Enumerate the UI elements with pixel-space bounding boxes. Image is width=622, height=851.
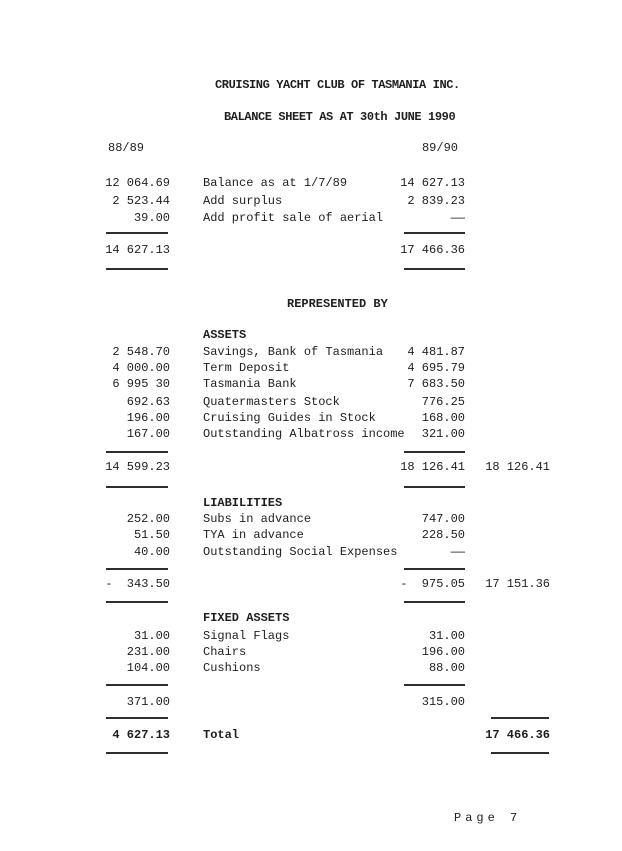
underline-rule <box>106 568 168 570</box>
table-row <box>0 394 622 411</box>
line-description: Add surplus <box>203 194 283 208</box>
grand-total-row <box>0 727 622 744</box>
line-description: Cruising Guides in Stock <box>203 411 376 425</box>
amount-1988-89: 692.63 <box>126 395 170 409</box>
amount-1988-89: 2 548.70 <box>112 345 170 359</box>
table-row <box>0 628 622 645</box>
amount-1989-90: —— <box>450 211 465 225</box>
subtotal-row <box>0 242 622 259</box>
year-header-curr: 89/90 <box>421 141 458 155</box>
underline-rule <box>404 684 465 686</box>
table-row <box>0 511 622 528</box>
line-description: TYA in advance <box>203 528 304 542</box>
amount-1988-89: 2 523.44 <box>112 194 170 208</box>
subtotal-1989-90: 315.00 <box>421 695 465 709</box>
amount-1988-89: 51.50 <box>133 528 170 542</box>
subtotal-carried: 18 126.41 <box>485 460 550 474</box>
amount-1989-90: 4 481.87 <box>407 345 465 359</box>
table-row <box>0 544 622 561</box>
amount-1988-89: 31.00 <box>133 629 170 643</box>
subtotal-row <box>0 576 622 593</box>
represented-by-heading: REPRESENTED BY <box>287 297 388 311</box>
amount-1988-89: 231.00 <box>126 645 170 659</box>
underline-rule <box>404 451 465 453</box>
amount-1989-90: 31.00 <box>428 629 465 643</box>
amount-1989-90: 168.00 <box>421 411 465 425</box>
year-header-row <box>0 140 622 157</box>
line-description: Balance as at 1/7/89 <box>203 176 348 190</box>
subtotal-row <box>0 694 622 711</box>
document-title: CRUISING YACHT CLUB OF TASMANIA INC. <box>215 78 460 92</box>
line-description: Cushions <box>203 661 261 675</box>
table-row <box>0 527 622 544</box>
year-header-prev: 88/89 <box>108 141 145 155</box>
table-row <box>0 210 622 227</box>
amount-1988-89: 252.00 <box>126 512 170 526</box>
subtotal-row <box>0 459 622 476</box>
line-description: Quatermasters Stock <box>203 395 340 409</box>
document-subtitle: BALANCE SHEET AS AT 30th JUNE 1990 <box>224 110 456 124</box>
subtotal-carried: 17 151.36 <box>485 577 550 591</box>
line-description: Term Deposit <box>203 361 290 375</box>
line-description: Subs in advance <box>203 512 312 526</box>
line-description: Add profit sale of aerial <box>203 211 384 225</box>
line-description: Chairs <box>203 645 247 659</box>
underline-rule <box>404 486 465 488</box>
subtotal-1989-90: 18 126.41 <box>400 460 465 474</box>
underline-rule <box>491 752 549 754</box>
amount-1989-90: 321.00 <box>421 427 465 441</box>
underline-rule <box>106 752 168 754</box>
table-row <box>0 376 622 393</box>
fixed-assets-heading: FIXED ASSETS <box>203 611 290 625</box>
amount-1989-90: 88.00 <box>428 661 465 675</box>
amount-1989-90: 776.25 <box>421 395 465 409</box>
amount-1988-89: 39.00 <box>133 211 170 225</box>
table-row <box>0 660 622 677</box>
table-row <box>0 193 622 210</box>
line-description: Outstanding Social Expenses <box>203 545 398 559</box>
subtotal-1988-89: - 343.50 <box>105 577 170 591</box>
line-description: Savings, Bank of Tasmania <box>203 345 384 359</box>
amount-1988-89: 12 064.69 <box>105 176 170 190</box>
underline-rule <box>404 601 465 603</box>
underline-rule <box>404 232 465 234</box>
underline-rule <box>106 717 168 719</box>
table-row <box>0 410 622 427</box>
subtotal-1988-89: 371.00 <box>126 695 170 709</box>
underline-rule <box>404 568 465 570</box>
underline-rule <box>106 486 168 488</box>
subtotal-1988-89: 14 599.23 <box>105 460 170 474</box>
amount-1989-90: —— <box>450 545 465 559</box>
amount-1988-89: 4 000.00 <box>112 361 170 375</box>
table-row <box>0 426 622 443</box>
underline-rule <box>106 451 168 453</box>
subtotal-1988-89: 14 627.13 <box>105 243 170 257</box>
table-row <box>0 644 622 661</box>
amount-1989-90: 747.00 <box>421 512 465 526</box>
grand-total-label: Total <box>203 728 240 742</box>
amount-1989-90: 228.50 <box>421 528 465 542</box>
amount-1988-89: 104.00 <box>126 661 170 675</box>
amount-1989-90: 4 695.79 <box>407 361 465 375</box>
underline-rule <box>106 684 168 686</box>
assets-heading: ASSETS <box>203 328 247 342</box>
amount-1989-90: 2 839.23 <box>407 194 465 208</box>
line-description: Tasmania Bank <box>203 377 297 391</box>
underline-rule <box>404 268 465 270</box>
amount-1988-89: 167.00 <box>126 427 170 441</box>
underline-rule <box>106 268 168 270</box>
subtotal-1989-90: 17 466.36 <box>400 243 465 257</box>
amount-1989-90: 196.00 <box>421 645 465 659</box>
underline-rule <box>106 232 168 234</box>
page-number: Page 7 <box>454 811 522 825</box>
table-row <box>0 360 622 377</box>
liabilities-heading: LIABILITIES <box>203 496 283 510</box>
amount-1988-89: 6 995 30 <box>112 377 170 391</box>
grand-total-1988-89: 4 627.13 <box>112 728 170 742</box>
subtotal-1989-90: - 975.05 <box>400 577 465 591</box>
table-row <box>0 344 622 361</box>
grand-total-carried: 17 466.36 <box>485 728 550 742</box>
table-row <box>0 175 622 192</box>
amount-1989-90: 14 627.13 <box>400 176 465 190</box>
line-description: Outstanding Albatross income <box>203 427 405 441</box>
underline-rule <box>491 717 549 719</box>
amount-1988-89: 196.00 <box>126 411 170 425</box>
line-description: Signal Flags <box>203 629 290 643</box>
amount-1988-89: 40.00 <box>133 545 170 559</box>
amount-1989-90: 7 683.50 <box>407 377 465 391</box>
underline-rule <box>106 601 168 603</box>
